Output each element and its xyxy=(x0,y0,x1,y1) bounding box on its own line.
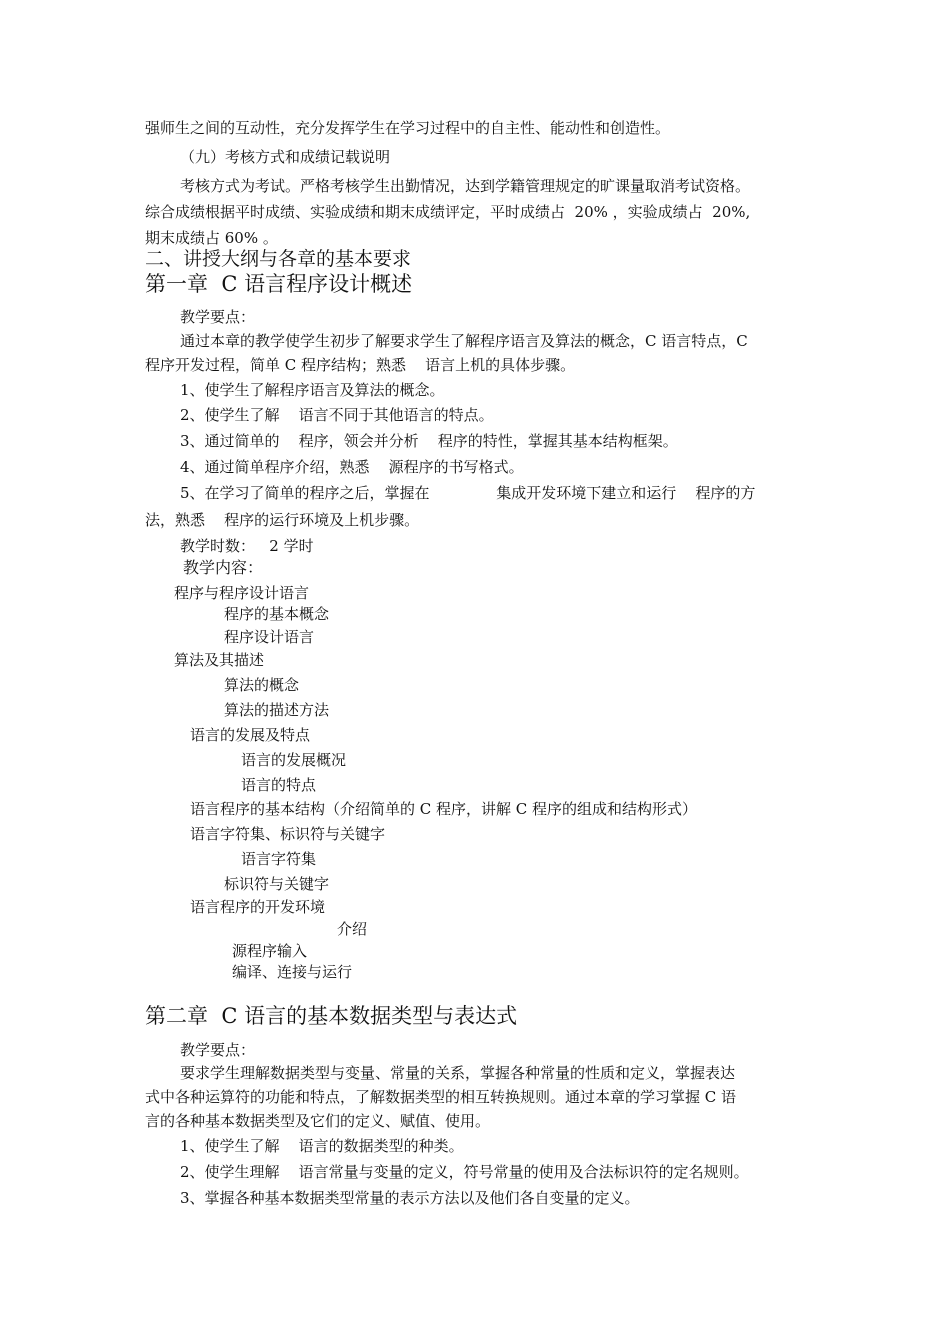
toc-item: 程序与程序设计语言 xyxy=(174,584,310,602)
toc-item: 语言的发展概况 xyxy=(241,751,347,769)
teaching-hours: 教学时数： 2 学时 xyxy=(180,537,314,555)
requirement-item: 法，熟悉 程序的运行环境及上机步骤。 xyxy=(145,511,420,529)
chapter-1-paragraph: 通过本章的教学使学生初步了解要求学生了解程序语言及算法的概念，C 语言特点，C xyxy=(180,332,748,350)
chapter-2-paragraph: 式中各种运算符的功能和特点，了解数据类型的相互转换规则。通过本章的学习掌握 C 语 xyxy=(145,1088,737,1106)
toc-item: 源程序输入 xyxy=(232,942,308,960)
assessment-paragraph: 考核方式为考试。严格考核学生出勤情况，达到学籍管理规定的旷课量取消考试资格。 xyxy=(180,177,751,195)
toc-item: 标识符与关键字 xyxy=(224,875,330,893)
requirement-item: 2、使学生了解 语言不同于其他语言的特点。 xyxy=(180,406,494,424)
teaching-key-points-label: 教学要点： xyxy=(180,308,256,326)
toc-item: 程序的基本概念 xyxy=(224,605,330,623)
toc-item: 语言程序的开发环境 xyxy=(190,898,326,916)
chapter-1-paragraph: 程序开发过程，简单 C 程序结构；熟悉 语言上机的具体步骤。 xyxy=(145,356,576,374)
assessment-paragraph: 综合成绩根据平时成绩、实验成绩和期末成绩评定，平时成绩占 20% ，实验成绩占 20%, xyxy=(145,203,751,221)
chapter-2-paragraph: 言的各种基本数据类型及它们的定义、赋值、使用。 xyxy=(145,1112,491,1130)
requirement-item: 4、通过简单程序介绍，熟悉 源程序的书写格式。 xyxy=(180,458,524,476)
assessment-paragraph: 期末成绩占 60% 。 xyxy=(145,229,278,247)
chapter-2-paragraph: 要求学生理解数据类型与变量、常量的关系，掌握各种常量的性质和定义，掌握表达 xyxy=(180,1064,736,1082)
requirement-item: 1、使学生了解程序语言及算法的概念。 xyxy=(180,381,445,399)
toc-item: 语言字符集、标识符与关键字 xyxy=(190,825,386,843)
toc-item: 语言的发展及特点 xyxy=(190,726,311,744)
teaching-key-points-label: 教学要点： xyxy=(180,1041,256,1059)
chapter-2-title: 第二章 C 语言的基本数据类型与表达式 xyxy=(145,1004,518,1028)
toc-item: 算法的概念 xyxy=(224,676,300,694)
toc-item: 程序设计语言 xyxy=(224,628,315,646)
part-2-heading: 二、讲授大纲与各章的基本要求 xyxy=(145,248,412,270)
toc-item: 介绍 xyxy=(337,920,368,938)
requirement-item: 3、掌握各种基本数据类型常量的表示方法以及他们各自变量的定义。 xyxy=(180,1189,640,1207)
requirement-item: 1、使学生了解 语言的数据类型的种类。 xyxy=(180,1137,464,1155)
requirement-item: 5、在学习了简单的程序之后，掌握在 集成开发环境下建立和运行 程序的方 xyxy=(180,484,756,502)
requirement-item: 2、使学生理解 语言常量与变量的定义，符号常量的使用及合法标识符的定名规则。 xyxy=(180,1163,749,1181)
section-9-title: （九）考核方式和成绩记载说明 xyxy=(180,148,391,166)
requirement-item: 3、通过简单的 程序，领会并分析 程序的特性，掌握其基本结构框架。 xyxy=(180,432,678,450)
toc-item: 算法及其描述 xyxy=(174,651,265,669)
teaching-content-label: 教学内容： xyxy=(183,558,264,577)
toc-item: 语言字符集 xyxy=(241,850,317,868)
toc-item: 编译、连接与运行 xyxy=(232,963,353,981)
toc-item: 语言的特点 xyxy=(241,776,317,794)
toc-item: 算法的描述方法 xyxy=(224,701,330,719)
toc-item: 语言程序的基本结构（介绍简单的 C 程序，讲解 C 程序的组成和结构形式） xyxy=(190,800,698,818)
intro-line: 强师生之间的互动性，充分发挥学生在学习过程中的自主性、能动性和创造性。 xyxy=(145,119,671,137)
chapter-1-title: 第一章 C 语言程序设计概述 xyxy=(145,272,413,296)
